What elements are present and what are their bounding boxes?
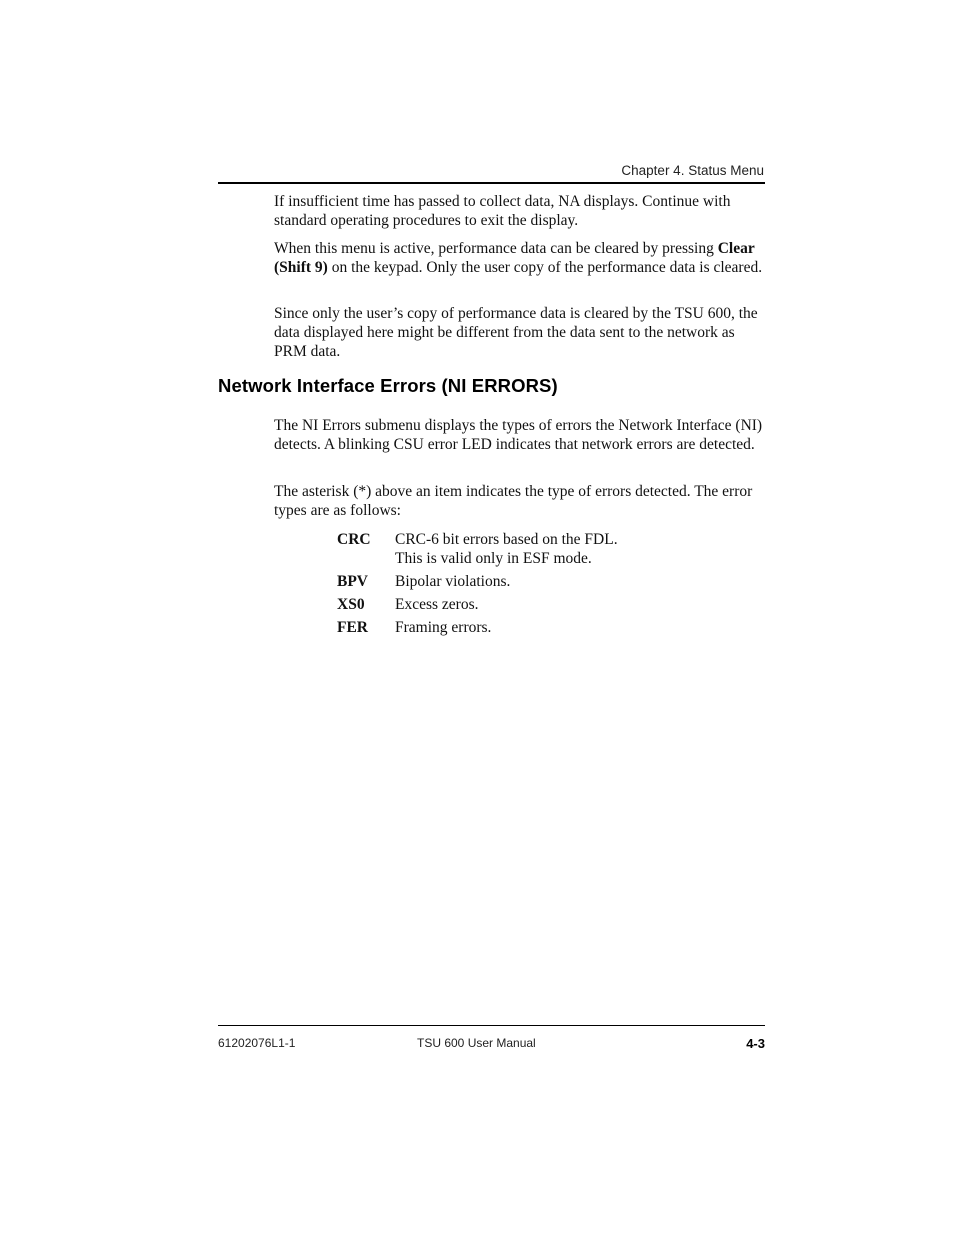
clear-key-label: Clear (Shift 9) xyxy=(274,240,755,276)
paragraph-user-copy: Since only the user’s copy of performance data is cleared by the TSU 600, the data displayed here might be different from the data sent to the network as PRM data. xyxy=(274,305,758,360)
footer-part-number: 61202076L1-1 xyxy=(218,1036,296,1050)
error-term: FER xyxy=(337,619,368,636)
error-term: CRC xyxy=(337,531,371,548)
error-description xyxy=(395,595,757,614)
header-rule xyxy=(218,182,765,184)
paragraph-clear-data xyxy=(274,239,766,277)
footer-rule xyxy=(218,1025,765,1026)
error-term: XS0 xyxy=(337,596,365,613)
error-description-line: Bipolar violations. xyxy=(395,573,511,590)
error-type-crc xyxy=(337,530,757,568)
footer-page-number: 4-3 xyxy=(746,1036,765,1051)
error-type-fer xyxy=(337,618,757,637)
error-type-bpv xyxy=(337,572,757,591)
error-description xyxy=(395,530,757,568)
running-header: Chapter 4. Status Menu xyxy=(621,163,764,178)
error-types-list xyxy=(337,530,757,641)
error-description-line: Framing errors. xyxy=(395,619,492,636)
paragraph-insufficient-time: If insufficient time has passed to collect data, NA displays. Continue with standard operating procedures to exit the display. xyxy=(274,193,731,229)
error-term: BPV xyxy=(337,573,368,590)
section-heading: Network Interface Errors (NI ERRORS) xyxy=(218,375,558,396)
error-description-line: CRC-6 bit errors based on the FDL. xyxy=(395,531,618,548)
error-type-xs0 xyxy=(337,595,757,614)
paragraph-clear-text-after: on the keypad. Only the user copy of the performance data is cleared. xyxy=(327,259,763,276)
paragraph-clear-text-before: When this menu is active, performance data can be cleared by pressing xyxy=(274,240,718,257)
paragraph-asterisk: The asterisk (*) above an item indicates the type of errors detected. The error types are as follows: xyxy=(274,483,753,519)
error-description xyxy=(395,618,757,637)
footer-manual-title: TSU 600 User Manual xyxy=(417,1036,536,1050)
error-description-line: Excess zeros. xyxy=(395,596,479,613)
error-description-line: This is valid only in ESF mode. xyxy=(395,550,592,567)
error-description xyxy=(395,572,757,591)
paragraph-ni-errors-intro: The NI Errors submenu displays the types of errors the Network Interface (NI) detects. A blinking CSU error LED indicates that network errors are detected. xyxy=(274,417,763,453)
